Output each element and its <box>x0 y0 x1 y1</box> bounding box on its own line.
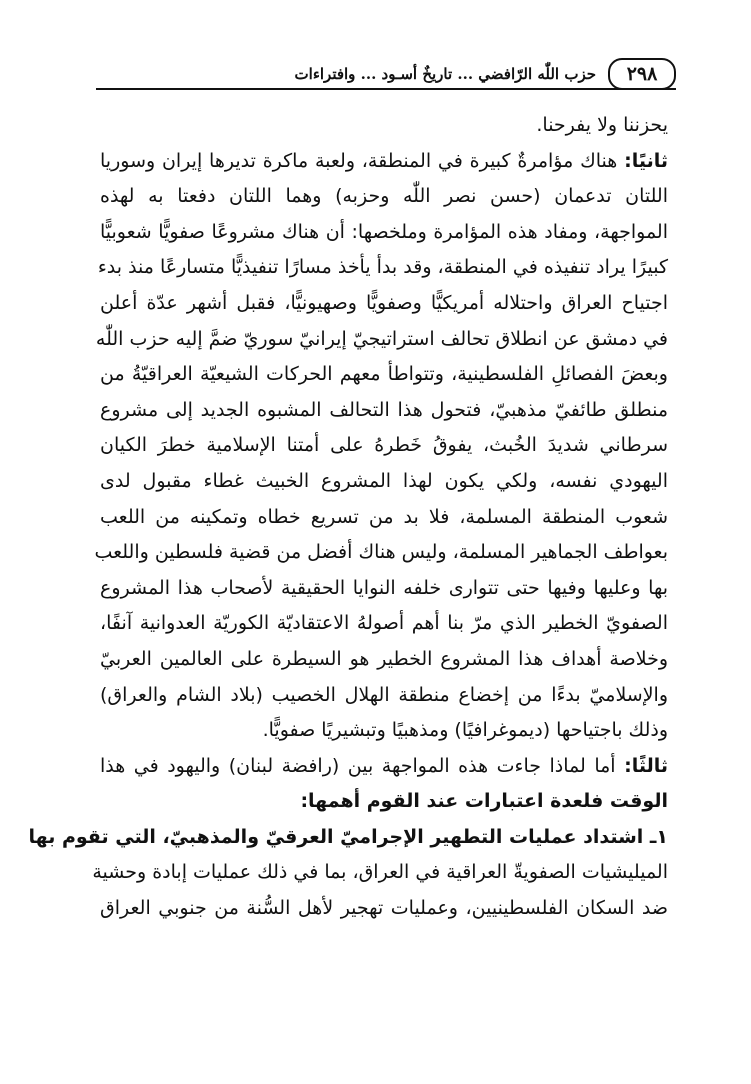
paragraph-lead: ثانيًا: <box>624 149 668 172</box>
line-text: المواجهة، ومفاد هذه المؤامرة وملخصها: أن هناك مشروعًا صفويًّا شعوبيًّا <box>100 220 668 243</box>
line-text: وذلك باجتياحها (ديموغرافيًا) ومذهبيًا وتبشيريًا صفويًّا. <box>262 719 668 742</box>
line-text: ضد السكان الفلسطينيين، وعمليات تهجير لأهل السُّنة من جنوبي العراق <box>100 897 668 920</box>
line-text: بعواطف الجماهير المسلمة، وليس هناك أفضل من قضية فلسطين واللعب <box>94 541 668 564</box>
text-line <box>100 891 668 927</box>
line-text: أما لماذا جاءت هذه المواجهة بين (رافضة لبنان) واليهود في هذا <box>100 754 625 777</box>
line-text: وبعضَ الفصائلِ الفلسطينية، وتتواطأ معهم الحركات الشيعيّة العراقيّةُ من <box>100 363 668 386</box>
text-line <box>95 322 668 358</box>
text-line <box>100 393 668 429</box>
line-text: كبيرًا يراد تنفيذه في المنطقة، وقد بدأ يأخذ مسارًا تنفيذيًّا متسارعًا منذ بدء <box>97 256 668 279</box>
line-text: وخلاصة أهداف هذا المشروع الخطير هو السيطرة على العالمين العربيّ <box>100 647 668 670</box>
line-text: اجتياح العراق واحتلاله أمريكيًّا وصفويًّا وصهيونيًّا، فقبل أشهر عدّة أعلن <box>100 291 668 314</box>
text-line <box>100 464 668 500</box>
text-line <box>97 250 668 286</box>
line-text: بها وعليها وفيها حتى تتوارى خلفه النوايا الحقيقية لأصحاب هذا المشروع <box>100 576 668 599</box>
body-text <box>28 108 668 927</box>
text-line <box>100 784 668 820</box>
header-rule <box>96 88 676 90</box>
text-line <box>100 144 668 180</box>
text-line <box>100 179 668 215</box>
line-text: الميليشيات الصفويةّ العراقية في العراق، بما في ذلك عمليات إبادة وحشية <box>92 861 668 884</box>
line-text: الوقت فلعدة اعتبارات عند القوم أهمها: <box>300 790 668 813</box>
line-text: سرطاني شديدَ الخُبث، يفوقُ خَطرهُ على أمتنا الإسلامية خطرَ الكيان <box>100 434 668 457</box>
line-text: في دمشق عن انطلاق تحالف استراتيجيّ إيرانيّ سوريّ ضمَّ إليه حزب اللّٰه <box>95 327 668 350</box>
line-text: الصفويّ الخطير الذي مرّ بنا أهم أصولهُ الاعتقاديّة الكوريّة العدوانية آنفًا، <box>100 612 668 635</box>
text-line <box>100 678 668 714</box>
line-text: ١ـ اشتداد عمليات التطهير الإجراميّ العرقيّ والمذهبيّ، التي تقوم بها <box>28 825 668 848</box>
line-text: اللتان تدعمان (حسن نصر اللّٰه وحزبه) وهما اللتان دفعتا به لهذه <box>100 185 668 208</box>
line-text: هناك مؤامرةٌ كبيرة في المنطقة، ولعبة ماكرة تديرها إيران وسوريا <box>100 149 625 172</box>
text-line <box>100 571 668 607</box>
text-line <box>100 642 668 678</box>
text-line <box>94 535 668 571</box>
paragraph-lead: ثالثًا: <box>624 754 668 777</box>
text-line <box>100 749 668 785</box>
text-line <box>100 606 668 642</box>
page-number: ٢٩٨ <box>608 58 676 90</box>
text-line <box>100 108 668 144</box>
line-text: منطلق طائفيّ مذهبيّ، فتحول هذا التحالف المشبوه الجديد إلى مشروع <box>100 398 668 421</box>
running-title: حزب اللّٰه الرّافضي ... تاريخٌ أسـود ... وافتراءات <box>294 65 596 83</box>
text-line <box>100 286 668 322</box>
line-text: شعوب المنطقة المسلمة، فلا بد من تسريع خطاه وتمكينه من اللعب <box>100 505 668 528</box>
text-line <box>100 357 668 393</box>
line-text: يحزننا ولا يفرحنا. <box>536 114 668 136</box>
line-text: والإسلاميّ بدءًا من إخضاع منطقة الهلال الخصيب (بلاد الشام والعراق) <box>100 683 668 706</box>
text-line <box>28 820 668 856</box>
text-line <box>100 713 668 749</box>
page-header <box>96 52 676 92</box>
text-line <box>100 428 668 464</box>
line-text: اليهودي نفسه، ولكي يكون لهذا المشروع الخبيث غطاء مقبول لدى <box>100 469 668 492</box>
text-line <box>100 215 668 251</box>
text-line <box>92 855 668 891</box>
text-line <box>100 500 668 536</box>
